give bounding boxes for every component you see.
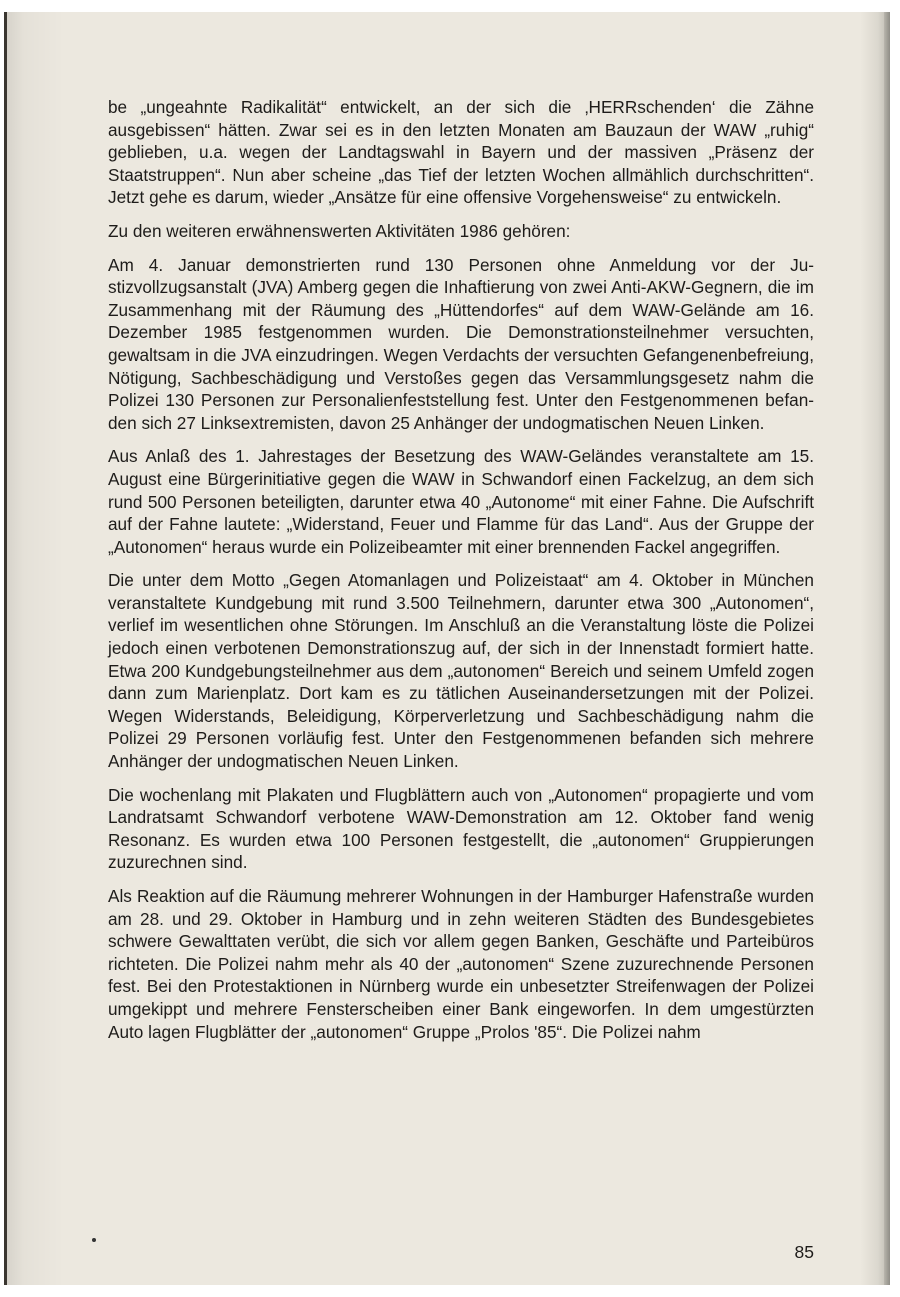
page-spine-edge bbox=[4, 12, 7, 1285]
paragraph-october-muenchen: Die unter dem Motto „Gegen Atomanlagen und Polizeistaat“ am 4. Oktober in München veranstaltete Kundgebung mit rund 3.500 Teilnehmern, darunter etwa 300 „Autonomen“, verlief im wesentlichen ohne Störungen. Im Anschluß an die Veranstaltung löste die Polizei jedoch einen verbotenen Demonstrationszug auf, der sich in der Innenstadt formiert hatte. Etwa 200 Kundgebungsteilnehmer aus dem „autonomen“ Bereich und seinem Umfeld zogen dann zum Marienplatz. Dort kam es zu tätlichen Auseinandersetzungen mit der Polizei. Wegen Widerstands, Beleidigung, Körperverletzung und Sachbeschädigung nahm die Polizei 29 Personen vorläufig fest. Unter den Festgenommenen befanden sich mehrere Anhänger der undogmatischen Neuen Linken. bbox=[108, 570, 814, 772]
paragraph-january-amberg: Am 4. Januar demonstrierten rund 130 Personen ohne Anmeldung vor der Justizvollzugsanstalt (JVA) Amberg gegen die Inhaftierung von zwei Anti-AKW-Gegnern, die im Zusammenhang mit der Räumung des „Hüttendorfes“ auf dem WAW-Gelände am 16. Dezember 1985 festgenommen wurden. Die Demonstrationsteilnehmer versuchten, gewaltsam in die JVA einzudringen. Wegen Verdachts der versuchten Gefangenenbefreiung, Nötigung, Sachbeschädigung und Verstoßes gegen das Versammlungsgesetz nahm die Polizei 130 Personen zur Personalienfeststellung fest. Unter den Festgenommenen befanden sich 27 Linksextremisten, davon 25 Anhänger der undogmatischen Neuen Linken. bbox=[108, 254, 814, 433]
paragraph-august-schwandorf: Aus Anlaß des 1. Jahrestages der Besetzung des WAW-Geländes veranstaltete am 15. August eine Bürgerinitiative gegen die WAW in Schwandorf einen Fackelzug, an dem sich rund 500 Personen beteiligten, darunter etwa 40 „Autonome“ mit einer Fahne. Die Aufschrift auf der Fahne lautete: „Widerstand, Feuer und Flamme für das Land“. Aus der Gruppe der „Autonomen“ heraus wurde ein Polizeibeamter mit einer brennenden Fackel angegriffen. bbox=[108, 446, 814, 557]
paragraph-hafenstrasse: Als Reaktion auf die Räumung mehrerer Wohnungen in der Hamburger Hafenstraße wurden am 28. und 29. Oktober in Hamburg und in zehn weiteren Städten des Bundesgebietes schwere Gewalttaten verübt, die sich vor allem gegen Banken, Geschäfte und Parteibüros richteten. Die Polizei nahm mehr als 40 der „autonomen“ Szene zuzurechnende Personen fest. Bei den Protestaktionen in Nürnberg wurde ein unbesetzter Streifenwagen der Polizei umgekippt und mehrere Fensterscheiben einer Bank eingeworfen. In dem umgestürzten Auto lagen Flugblätter der „autonomen“ Gruppe „Prolos '85“. Die Polizei nahm bbox=[108, 886, 814, 1042]
page-right-edge bbox=[884, 12, 890, 1285]
paragraph-october-waw-demo: Die wochenlang mit Plakaten und Flugblättern auch von „Autonomen“ propagierte und vom Landratsamt Schwandorf verbotene WAW-Demonstration am 12. Oktober fand wenig Resonanz. Es wurden etwa 100 Personen festgestellt, die „autonomen“ Gruppierungen zuzurechnen sind. bbox=[108, 784, 814, 873]
paragraph-activities-heading: Zu den weiteren erwähnenswerten Aktivitäten 1986 gehören: bbox=[108, 220, 571, 241]
paragraph-intro-continuation: be „ungeahnte Radikalität“ entwickelt, an der sich die ‚HERRschenden‘ die Zähne ausgebissen“ hätten. Zwar sei es in den letzten Monaten am Bauzaun der WAW „ruhig“ geblieben, u.a. wegen der Landtagswahl in Bayern und der massiven „Präsenz der Staatstruppen“. Nun aber scheine „das Tief der letzten Wochen allmählich durchschritten“. Jetzt gehe es darum, wieder „Ansätze für eine offensive Vorgehensweise“ zu entwickeln. bbox=[108, 97, 814, 208]
scanned-page bbox=[4, 12, 890, 1285]
scan-speck bbox=[92, 1238, 96, 1242]
body-text bbox=[108, 96, 814, 1054]
page-number: 85 bbox=[794, 1242, 814, 1262]
